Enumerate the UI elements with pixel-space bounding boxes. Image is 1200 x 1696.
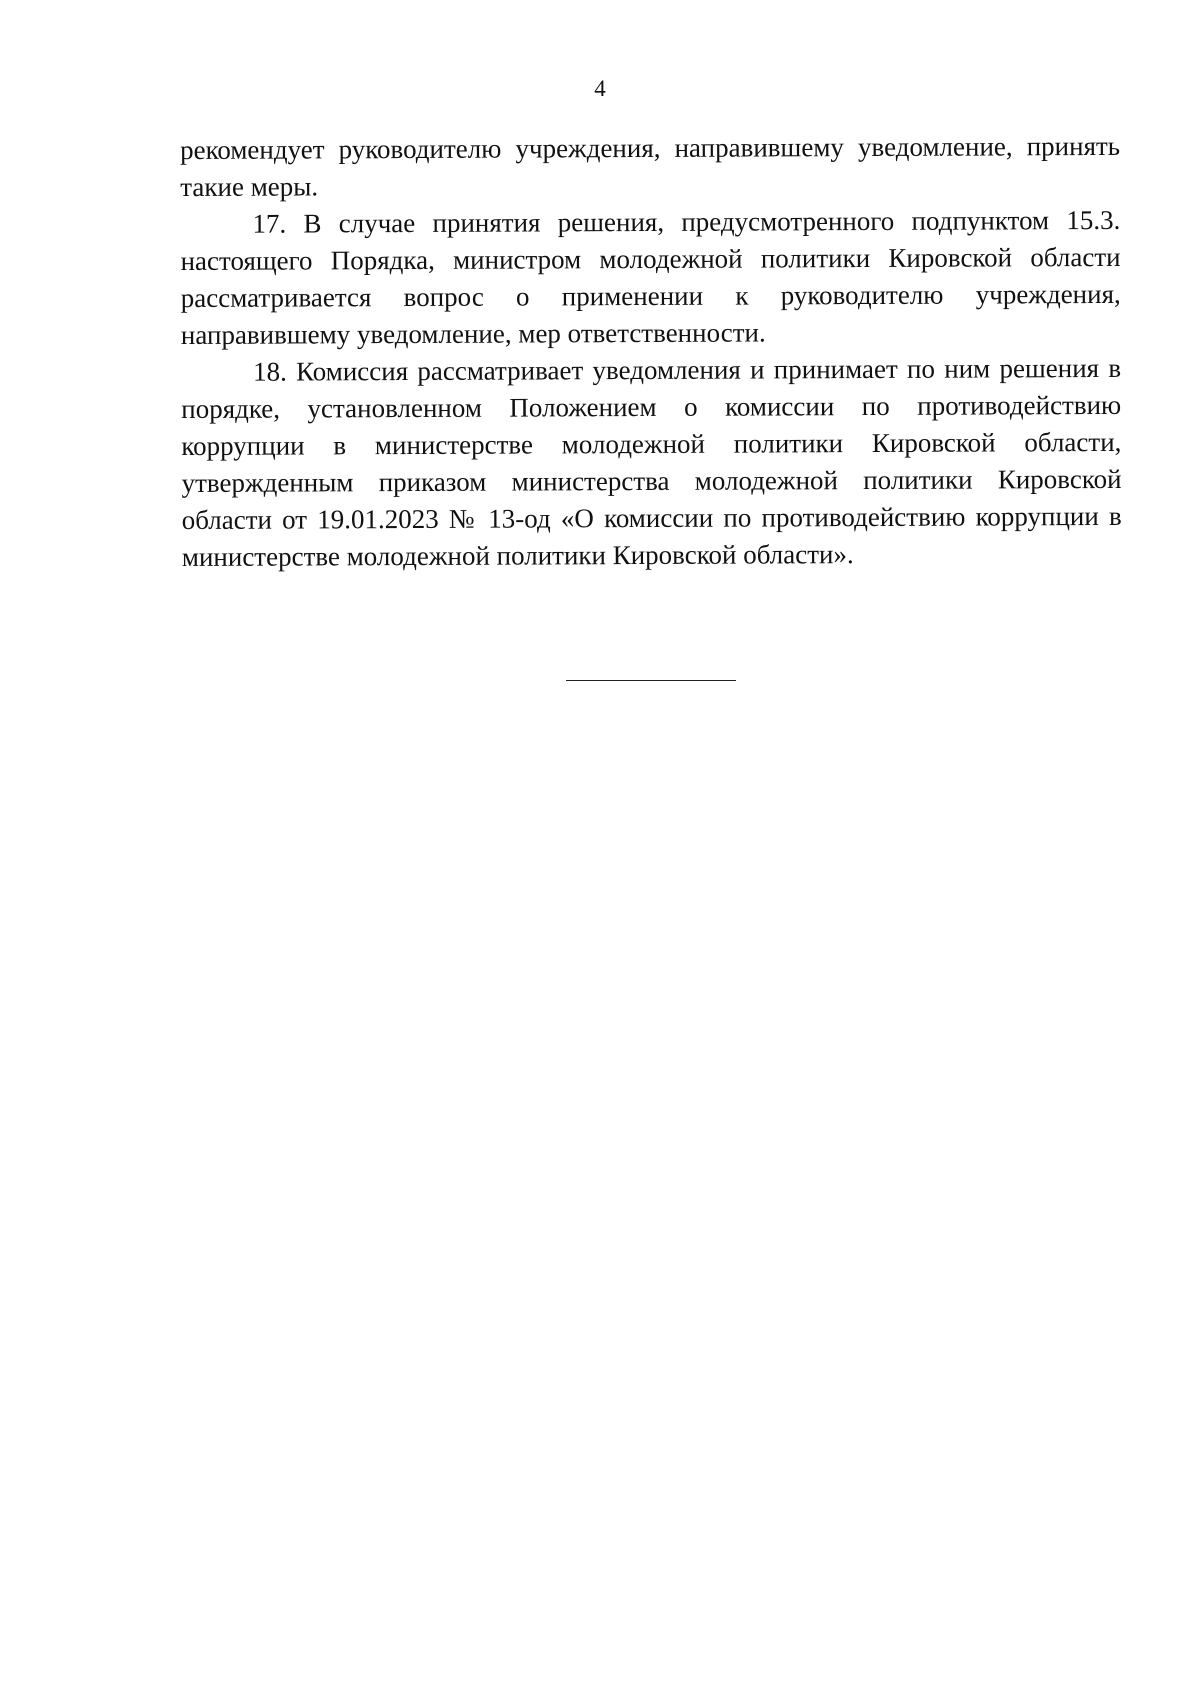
document-body (180, 128, 1122, 576)
paragraph-17: 17. В случае принятия решения, предусмотренного подпунктом 15.3. настоящего Порядка, министром молодежной политики Кировской области рассматривается вопрос о применении к руководителю учреждения, направившему уведомление, мер ответственности. (180, 204, 1121, 350)
paragraph-18: 18. Комиссия рассматривает уведомления и принимает по ним решения в порядке, установленном Положением о комиссии по противодействию коррупции в министерстве молодежной политики Кировской области, утвержденным приказом министерства молодежной политики Кировской области от 19.01.2023 № 13-од «О комиссии по противодействию коррупции в министерстве молодежной политики Кировской области». (181, 352, 1122, 572)
end-of-document-line (566, 680, 736, 681)
paragraph-continuation: рекомендует руководителю учреждения, направившему уведомление, принять такие меры. (180, 130, 1121, 202)
page-number: 4 (594, 76, 606, 101)
